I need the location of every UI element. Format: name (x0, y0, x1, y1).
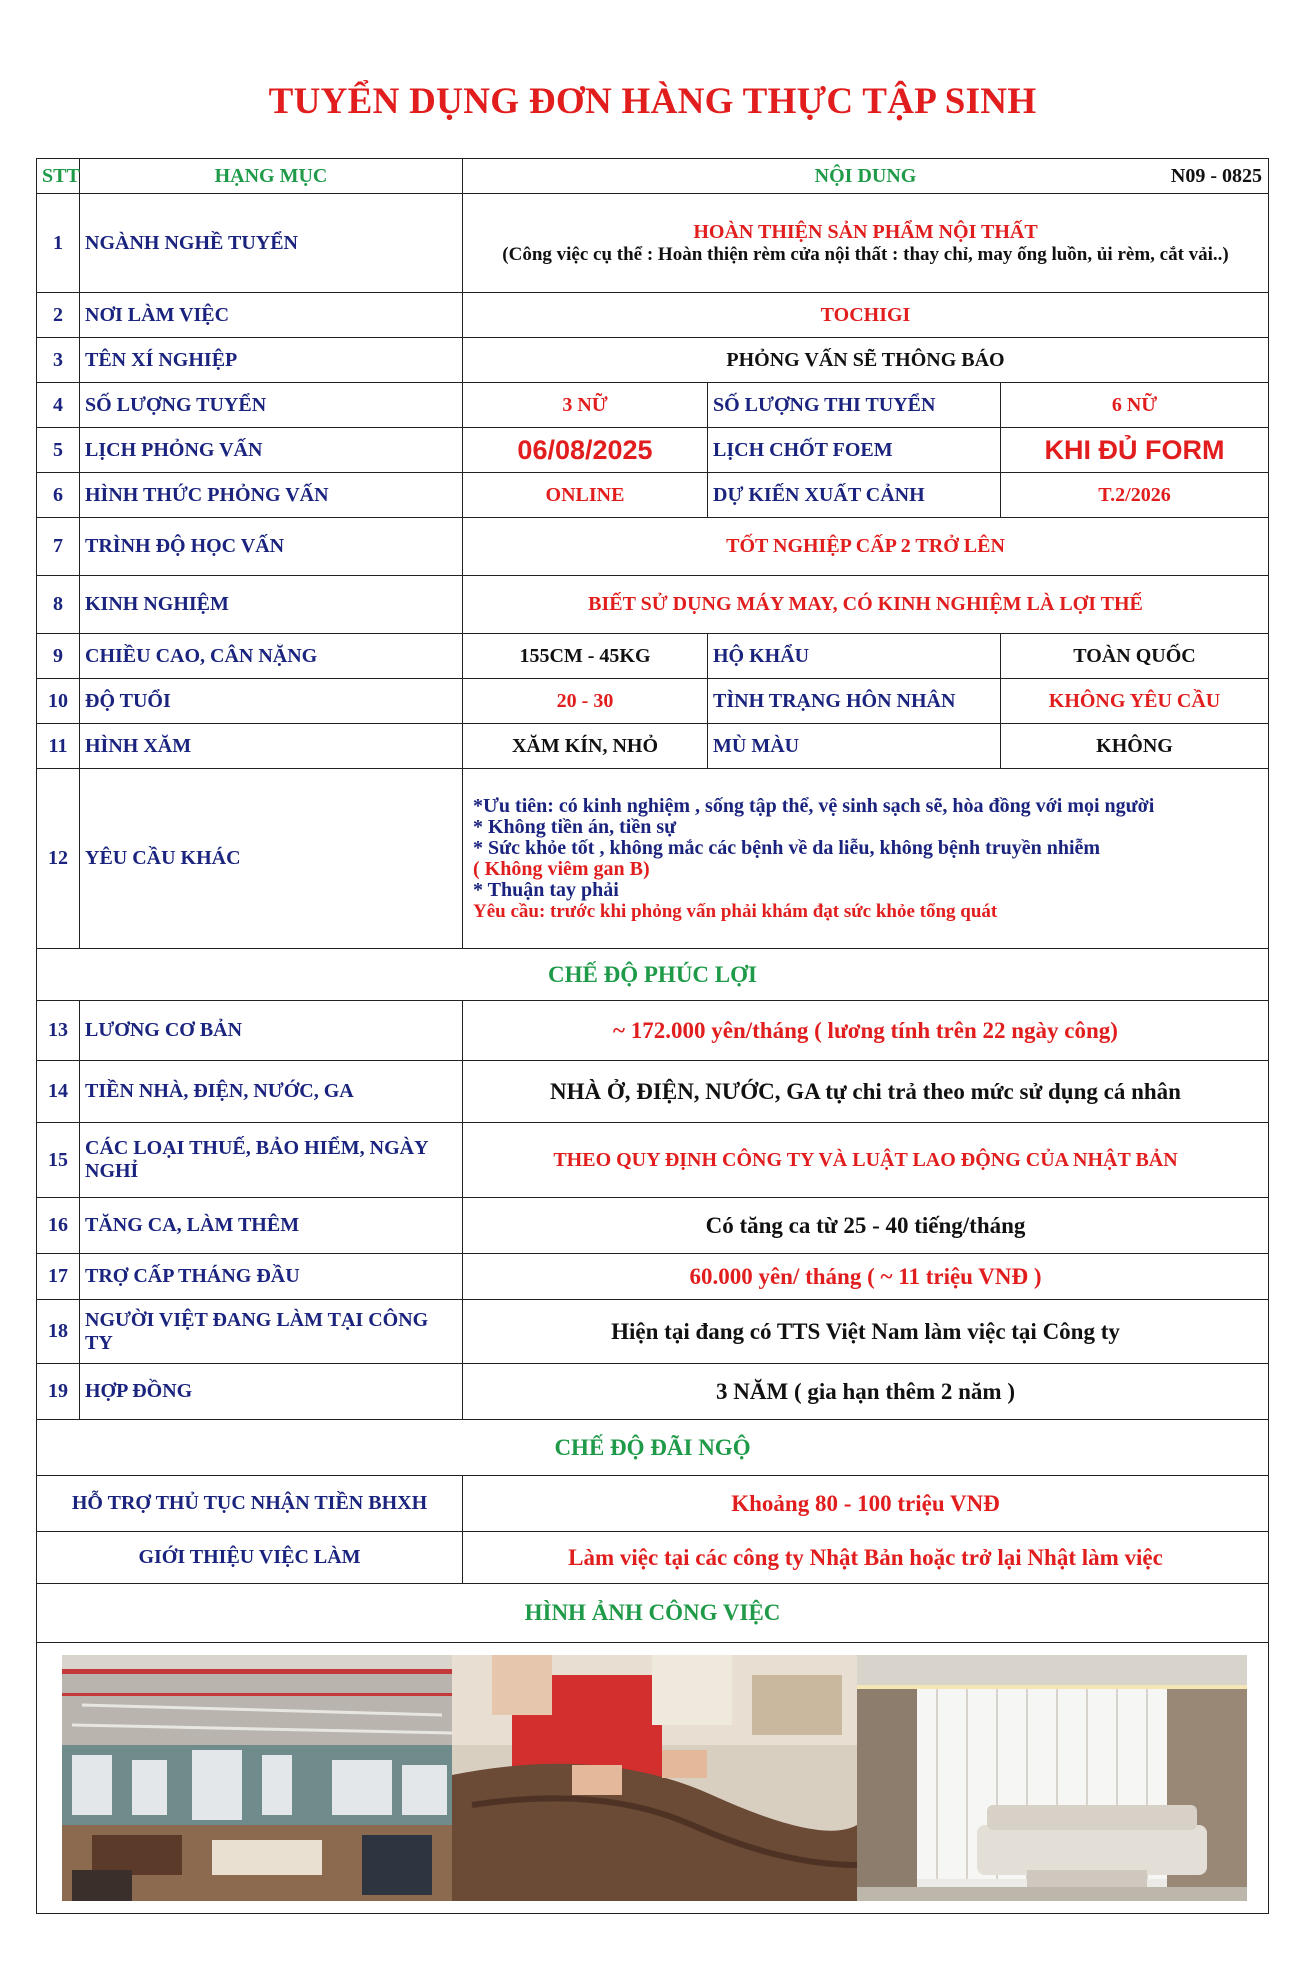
row-label: TĂNG CA, LÀM THÊM (80, 1198, 463, 1254)
photos-row (37, 1643, 1269, 1914)
row-number: 3 (37, 338, 80, 383)
row-label-2: SỐ LƯỢNG THI TUYỂN (708, 383, 1001, 428)
row-age (37, 679, 1269, 724)
row-label: TIỀN NHÀ, ĐIỆN, NƯỚC, GA (80, 1061, 463, 1123)
section-photos-title: HÌNH ẢNH CÔNG VIỆC (37, 1584, 1269, 1643)
row-value: 60.000 yên/ tháng ( ~ 11 triệu VNĐ ) (463, 1254, 1269, 1300)
requirement-line: Yêu cầu: trước khi phỏng vấn phải khám đạt sức khỏe tổng quát (473, 900, 998, 922)
row-value: 3 NĂM ( gia hạn thêm 2 năm ) (463, 1364, 1269, 1420)
row-label: NGÀNH NGHỀ TUYỂN (80, 194, 463, 293)
section-benefits-title: CHẾ ĐỘ ĐÃI NGỘ (37, 1420, 1269, 1476)
row-label: TÊN XÍ NGHIỆP (80, 338, 463, 383)
row-label-2: DỰ KIẾN XUẤT CẢNH (708, 473, 1001, 518)
section-benefits-row (37, 1420, 1269, 1476)
row-number: 12 (37, 769, 80, 949)
row-housing (37, 1061, 1269, 1123)
row-label: ĐỘ TUỔI (80, 679, 463, 724)
header-stt: STT (37, 159, 80, 194)
row-value: 20 - 30 (463, 679, 708, 724)
row-value: Khoảng 80 - 100 triệu VNĐ (463, 1476, 1269, 1532)
row-number: 5 (37, 428, 80, 473)
row-label: LƯƠNG CƠ BẢN (80, 1001, 463, 1061)
row-number: 14 (37, 1061, 80, 1123)
row-value: NHÀ Ở, ĐIỆN, NƯỚC, GA tự chi trả theo mức sử dụng cá nhân (463, 1061, 1269, 1123)
section-welfare-row (37, 949, 1269, 1001)
row-value: ONLINE (463, 473, 708, 518)
row-value-2: KHÔNG (1001, 724, 1269, 769)
row-overtime (37, 1198, 1269, 1254)
row-value-2: TOÀN QUỐC (1001, 634, 1269, 679)
requirement-line: * Sức khỏe tốt , không mắc các bệnh về da liễu, không bệnh truyền nhiễm (473, 836, 1101, 859)
row-other-requirements (37, 769, 1269, 949)
row-label-2: TÌNH TRẠNG HÔN NHÂN (708, 679, 1001, 724)
photos-cell (37, 1643, 1269, 1914)
row-number: 2 (37, 293, 80, 338)
section-welfare-title: CHẾ ĐỘ PHÚC LỢI (37, 949, 1269, 1001)
row-value: 3 NỮ (463, 383, 708, 428)
row-value: TỐT NGHIỆP CẤP 2 TRỞ LÊN (463, 518, 1269, 576)
row-value-2: KHÔNG YÊU CẦU (1001, 679, 1269, 724)
row-value: Làm việc tại các công ty Nhật Bản hoặc trở lại Nhật làm việc (463, 1532, 1269, 1584)
row-number: 4 (37, 383, 80, 428)
requirements-list (463, 769, 1269, 949)
row-workplace (37, 293, 1269, 338)
row-label: TRỢ CẤP THÁNG ĐẦU (80, 1254, 463, 1300)
row-value: XĂM KÍN, NHỎ (463, 724, 708, 769)
row-tattoo (37, 724, 1269, 769)
row-number: 16 (37, 1198, 80, 1254)
job-detail: (Công việc cụ thể : Hoàn thiện rèm cửa nội thất : thay chỉ, may ống luồn, ủi rèm, cắt vải..) (502, 243, 1229, 265)
row-number: 19 (37, 1364, 80, 1420)
row-value: ~ 172.000 yên/tháng ( lương tính trên 22 ngày công) (463, 1001, 1269, 1061)
row-label: CHIỀU CAO, CÂN NẶNG (80, 634, 463, 679)
requirement-line: * Không tiền án, tiền sự (473, 815, 677, 838)
row-vietnamese-workers (37, 1300, 1269, 1364)
row-job (37, 194, 1269, 293)
row-number: 10 (37, 679, 80, 724)
row-salary (37, 1001, 1269, 1061)
row-bhxh-support (37, 1476, 1269, 1532)
row-label: HÌNH THỨC PHỎNG VẤN (80, 473, 463, 518)
row-contract (37, 1364, 1269, 1420)
row-interview-date (37, 428, 1269, 473)
row-value: THEO QUY ĐỊNH CÔNG TY VÀ LUẬT LAO ĐỘNG CỦA NHẬT BẢN (463, 1123, 1269, 1198)
row-label: SỐ LƯỢNG TUYỂN (80, 383, 463, 428)
row-company (37, 338, 1269, 383)
row-value-2: T.2/2026 (1001, 473, 1269, 518)
row-label: NƠI LÀM VIỆC (80, 293, 463, 338)
requirement-line: *Ưu tiên: có kinh nghiệm , sống tập thể, vệ sinh sạch sẽ, hòa đồng với mọi người (473, 794, 1155, 817)
row-label-2: MÙ MÀU (708, 724, 1001, 769)
row-number: 11 (37, 724, 80, 769)
row-number: 17 (37, 1254, 80, 1300)
row-number: 1 (37, 194, 80, 293)
requirement-line: * Thuận tay phải (473, 878, 619, 901)
row-number: 13 (37, 1001, 80, 1061)
row-value: Hiện tại đang có TTS Việt Nam làm việc tại Công ty (463, 1300, 1269, 1364)
header-content: NỘI DUNG (814, 164, 917, 187)
row-label: YÊU CẦU KHÁC (80, 769, 463, 949)
row-number: 6 (37, 473, 80, 518)
row-first-month-allowance (37, 1254, 1269, 1300)
row-value-2: 6 NỮ (1001, 383, 1269, 428)
header-row (37, 159, 1269, 194)
row-label: HỖ TRỢ THỦ TỤC NHẬN TIỀN BHXH (37, 1476, 463, 1532)
row-value: 155CM - 45KG (463, 634, 708, 679)
order-code: N09 - 0825 (1170, 165, 1263, 187)
row-quantity (37, 383, 1269, 428)
row-job-referral (37, 1532, 1269, 1584)
row-taxes (37, 1123, 1269, 1198)
requirement-line: ( Không viêm gan B) (473, 857, 650, 880)
row-value-2: KHI ĐỦ FORM (1001, 428, 1269, 473)
row-interview-type (37, 473, 1269, 518)
row-experience (37, 576, 1269, 634)
row-value: PHỎNG VẤN SẼ THÔNG BÁO (463, 338, 1269, 383)
header-content-cell (463, 159, 1269, 194)
row-education (37, 518, 1269, 576)
row-number: 9 (37, 634, 80, 679)
sewing-photo (452, 1655, 857, 1901)
row-number: 8 (37, 576, 80, 634)
row-number: 18 (37, 1300, 80, 1364)
row-value: BIẾT SỬ DỤNG MÁY MAY, CÓ KINH NGHIỆM LÀ LỢI THẾ (463, 576, 1269, 634)
row-label-2: HỘ KHẨU (708, 634, 1001, 679)
recruitment-table (36, 158, 1269, 1914)
header-category: HẠNG MỤC (80, 159, 463, 194)
curtain-room-photo (857, 1655, 1247, 1901)
row-label: LỊCH PHỎNG VẤN (80, 428, 463, 473)
row-number: 7 (37, 518, 80, 576)
row-label: KINH NGHIỆM (80, 576, 463, 634)
row-label: TRÌNH ĐỘ HỌC VẤN (80, 518, 463, 576)
row-value: TOCHIGI (463, 293, 1269, 338)
row-label: NGƯỜI VIỆT ĐANG LÀM TẠI CÔNG TY (80, 1300, 463, 1364)
row-label: GIỚI THIỆU VIỆC LÀM (37, 1532, 463, 1584)
job-title: HOÀN THIỆN SẢN PHẨM NỘI THẤT (693, 220, 1038, 243)
row-value (463, 194, 1269, 293)
page-title: TUYỂN DỤNG ĐƠN HÀNG THỰC TẬP SINH (268, 81, 1037, 122)
row-value: 06/08/2025 (463, 428, 708, 473)
row-label: HỢP ĐỒNG (80, 1364, 463, 1420)
row-label: HÌNH XĂM (80, 724, 463, 769)
row-height-weight (37, 634, 1269, 679)
section-photos-row (37, 1584, 1269, 1643)
row-number: 15 (37, 1123, 80, 1198)
row-label-2: LỊCH CHỐT FOEM (708, 428, 1001, 473)
row-label: CÁC LOẠI THUẾ, BẢO HIỂM, NGÀY NGHỈ (80, 1123, 463, 1198)
factory-photo (62, 1655, 452, 1901)
row-value: Có tăng ca từ 25 - 40 tiếng/tháng (463, 1198, 1269, 1254)
